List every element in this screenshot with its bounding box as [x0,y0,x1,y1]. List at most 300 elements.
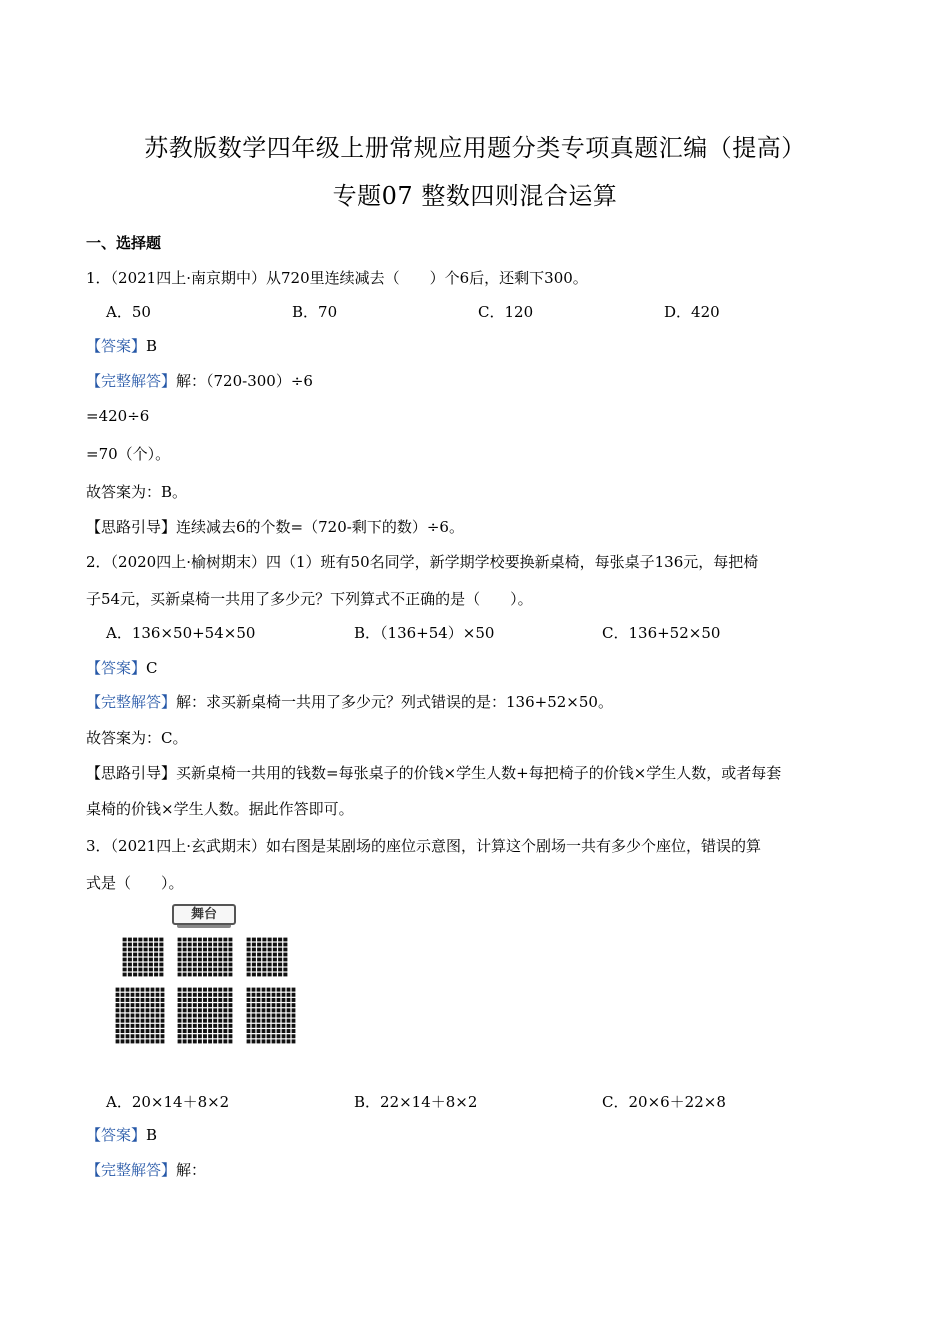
answer-tag: 【答案】 [86,1126,147,1144]
seat [252,1003,256,1007]
q2-hint-text: 买新桌椅一共用的钱数=每张桌子的价钱×学生人数+每把椅子的价钱×学生人数，或者每套 [176,764,782,782]
seat [203,988,207,992]
seat [252,1039,256,1043]
seat [159,963,163,967]
seat [136,1014,140,1018]
seat [262,988,266,992]
seat [156,1039,160,1043]
seat [283,953,287,957]
seat [141,1014,145,1018]
seat [131,1003,135,1007]
seat [252,998,256,1002]
seat [218,1034,222,1038]
seat [218,948,222,952]
seat [283,968,287,972]
seat [188,953,192,957]
q3-solution [86,1160,206,1180]
seat [257,948,261,952]
seat [183,958,187,962]
seat [272,993,276,997]
seat [138,963,142,967]
seat [292,1008,296,1012]
seat [287,1029,291,1033]
seat [138,948,142,952]
seat [188,958,192,962]
seat [188,988,192,992]
seat [273,938,277,942]
seat [151,1029,155,1033]
seat [128,948,132,952]
seat [218,938,222,942]
seat [126,1003,130,1007]
seat [213,938,217,942]
seat [193,1029,197,1033]
seat [151,998,155,1002]
seat [151,988,155,992]
seat [149,943,153,947]
seat [262,1029,266,1033]
seat [161,1003,165,1007]
seat [272,1029,276,1033]
seat [159,938,163,942]
seat [218,1019,222,1023]
seat [247,1039,251,1043]
seat [213,973,217,977]
seat [146,1024,150,1028]
seat [151,1039,155,1043]
seat [278,968,282,972]
seat [193,963,197,967]
seat [156,998,160,1002]
seat [257,1019,261,1023]
seat [116,988,120,992]
seat [149,963,153,967]
seat [247,1008,251,1012]
seat [146,993,150,997]
q3-answer-value: B [146,1126,158,1144]
seat [257,998,261,1002]
hint-tag: 【思路引导】 [86,518,177,536]
seat [133,948,137,952]
seat [277,993,281,997]
seat [159,948,163,952]
seat [203,1008,207,1012]
seat [183,993,187,997]
seat [126,1029,130,1033]
seat [138,938,142,942]
q3-stem-line-1: 3．（2021四上·玄武期末）如右图是某剧场的座位示意图，计算这个剧场一共有多少个座位，错误的算 [86,837,761,855]
seat [272,1008,276,1012]
seat [183,1019,187,1023]
seat [268,938,272,942]
seat [208,943,212,947]
seat [136,1024,140,1028]
seat [213,998,217,1002]
seat [272,1024,276,1028]
seat [247,1034,251,1038]
seat [151,1024,155,1028]
seat-block [122,937,164,977]
seat [213,1034,217,1038]
q1-solution-line-2: =420÷6 [86,407,150,425]
seat [133,963,137,967]
seat [252,1008,256,1012]
seat [136,1019,140,1023]
seat [183,948,187,952]
hint-tag: 【思路引导】 [86,764,177,782]
seat [262,958,266,962]
seat [272,1034,276,1038]
seat [121,1008,125,1012]
q2-option-b: B．（136+54）×50 [354,624,495,642]
seat [277,998,281,1002]
q1-solution-line-1: 解：（720-300）÷6 [176,372,313,390]
seat [278,948,282,952]
seat [128,968,132,972]
seat [287,1039,291,1043]
seat [131,1019,135,1023]
seat [278,953,282,957]
seat [247,1019,251,1023]
seat [116,1024,120,1028]
seat [159,973,163,977]
seat [193,993,197,997]
seat [262,993,266,997]
seat [198,988,202,992]
seat [193,973,197,977]
seat [257,973,261,977]
seat [272,1039,276,1043]
seat [287,998,291,1002]
seat [183,963,187,967]
seat [223,988,227,992]
seat [247,973,251,977]
seat [287,1034,291,1038]
seat [223,1014,227,1018]
seat [247,988,251,992]
seat [203,993,207,997]
seat [268,968,272,972]
seat [198,1034,202,1038]
seat [136,988,140,992]
seat [183,1008,187,1012]
seat [283,948,287,952]
seat [128,963,132,967]
seat [283,958,287,962]
seat [223,968,227,972]
seat [213,993,217,997]
seat [283,973,287,977]
seat [257,1014,261,1018]
seat [247,938,251,942]
seat [116,998,120,1002]
seat [262,963,266,967]
seat [277,1014,281,1018]
seat [126,1024,130,1028]
seat [229,968,233,972]
seat [218,958,222,962]
seat [203,1029,207,1033]
seat [252,953,256,957]
seat [283,943,287,947]
seat [213,968,217,972]
seat [223,1029,227,1033]
seat [268,943,272,947]
seat [208,1039,212,1043]
seat [136,993,140,997]
seat [203,973,207,977]
seat [161,1024,165,1028]
q1-solution-line-3: =70（个）。 [86,445,171,463]
seat [262,948,266,952]
seat [138,958,142,962]
seat [138,973,142,977]
seat [287,993,291,997]
seat [247,1003,251,1007]
seat [188,1029,192,1033]
seat [208,968,212,972]
q2-stem-line-1: 2．（2020四上·榆树期末）四（1）班有50名同学，新学期学校要换新桌椅，每张桌子136元，每把椅 [86,553,759,571]
seat [229,1003,233,1007]
seat [262,1034,266,1038]
seat [144,968,148,972]
seat [278,963,282,967]
seat [133,968,137,972]
seat [178,943,182,947]
seat [193,988,197,992]
document-subtitle: 专题07 整数四则混合运算 [332,182,618,210]
seat [149,958,153,962]
seat [229,993,233,997]
seat [229,1024,233,1028]
seat [198,963,202,967]
seat [208,1029,212,1033]
seat [273,968,277,972]
seat [213,1008,217,1012]
seat [188,993,192,997]
seat [247,998,251,1002]
seat [161,1029,165,1033]
seat [268,958,272,962]
seat [126,1019,130,1023]
seat [252,963,256,967]
seat [277,1019,281,1023]
q3-solution-text: 解： [176,1161,207,1179]
seat [218,1039,222,1043]
seat [292,1029,296,1033]
seat [193,953,197,957]
seat [198,973,202,977]
seat [252,973,256,977]
seat [268,963,272,967]
seat [278,958,282,962]
seat [208,938,212,942]
seat-block [177,937,233,977]
seat [116,993,120,997]
seat [151,1014,155,1018]
seat [116,1008,120,1012]
seat [267,1003,271,1007]
seat [156,993,160,997]
seat [123,958,127,962]
seat [218,1008,222,1012]
q2-conclusion: 故答案为：C。 [86,729,188,747]
q1-answer-value: B [146,337,158,355]
seat [272,1014,276,1018]
seat [277,1039,281,1043]
seat [188,963,192,967]
seat [262,938,266,942]
seat [183,1039,187,1043]
seat [282,1019,286,1023]
seat [198,943,202,947]
seat [208,948,212,952]
seat [223,1024,227,1028]
seat [213,958,217,962]
seat [193,1024,197,1028]
seat [141,1034,145,1038]
seat [257,968,261,972]
seat [262,973,266,977]
seat [133,953,137,957]
seat [198,1039,202,1043]
seat [229,1034,233,1038]
seat [193,1014,197,1018]
seat [257,1029,261,1033]
seat [213,1039,217,1043]
seat [208,1019,212,1023]
seat [178,1008,182,1012]
seat [218,1024,222,1028]
seat [208,993,212,997]
seat [272,998,276,1002]
seat [121,1003,125,1007]
seat [144,938,148,942]
seat [262,953,266,957]
seat [198,1014,202,1018]
seat [198,958,202,962]
solution-tag: 【完整解答】 [86,1161,177,1179]
seat [141,988,145,992]
seat [123,953,127,957]
seat [159,953,163,957]
seat [183,1034,187,1038]
seat [136,1039,140,1043]
seat [292,1034,296,1038]
seat [188,943,192,947]
seat [183,998,187,1002]
seat [262,1003,266,1007]
seat [229,988,233,992]
seat [203,1019,207,1023]
seat [178,1039,182,1043]
seat [282,1014,286,1018]
document-title: 苏教版数学四年级上册常规应用题分类专项真题汇编（提高） [144,134,806,162]
seat [123,973,127,977]
seat [151,1034,155,1038]
seat [278,973,282,977]
seat [262,1008,266,1012]
seat [252,1014,256,1018]
seat [144,958,148,962]
seat [203,953,207,957]
seat [223,943,227,947]
seat [116,1029,120,1033]
seat [156,1024,160,1028]
seat [252,958,256,962]
seat [183,1014,187,1018]
seat [223,1039,227,1043]
seat [126,993,130,997]
seat [218,993,222,997]
seat [208,958,212,962]
q2-hint-line-1 [86,763,781,783]
seat [257,993,261,997]
seat [268,953,272,957]
seat [121,1019,125,1023]
seat [223,938,227,942]
seat [213,1014,217,1018]
seat [141,993,145,997]
seat [252,943,256,947]
solution-tag: 【完整解答】 [86,372,177,390]
seat [183,938,187,942]
seat [229,943,233,947]
seat [292,998,296,1002]
seat [149,968,153,972]
seat [278,943,282,947]
seat [161,993,165,997]
q2-option-c: C．136+52×50 [602,624,721,642]
seat [277,1008,281,1012]
seat [183,968,187,972]
seat [273,973,277,977]
seat [203,1024,207,1028]
seat [178,1024,182,1028]
seat [262,1039,266,1043]
seat [146,1014,150,1018]
seat [193,943,197,947]
seat [229,1039,233,1043]
seat [183,973,187,977]
seat [223,1034,227,1038]
seat [121,1034,125,1038]
seat [123,963,127,967]
seat [151,993,155,997]
q2-hint-line-2: 桌椅的价钱×学生人数。据此作答即可。 [86,800,354,818]
seat [247,1024,251,1028]
seat [121,993,125,997]
seat [123,938,127,942]
seat [131,1034,135,1038]
seat [198,998,202,1002]
seat [178,1029,182,1033]
seat [282,998,286,1002]
seat [208,973,212,977]
seat [252,938,256,942]
seat [273,953,277,957]
seat [247,953,251,957]
seat [131,1029,135,1033]
seat [292,1039,296,1043]
seat [178,1019,182,1023]
stage-label: 舞台 [172,904,236,925]
q3-option-b: B．22×14＋8×2 [354,1093,478,1111]
seat [149,953,153,957]
seat [257,1008,261,1012]
seat [208,1008,212,1012]
seat [126,1039,130,1043]
